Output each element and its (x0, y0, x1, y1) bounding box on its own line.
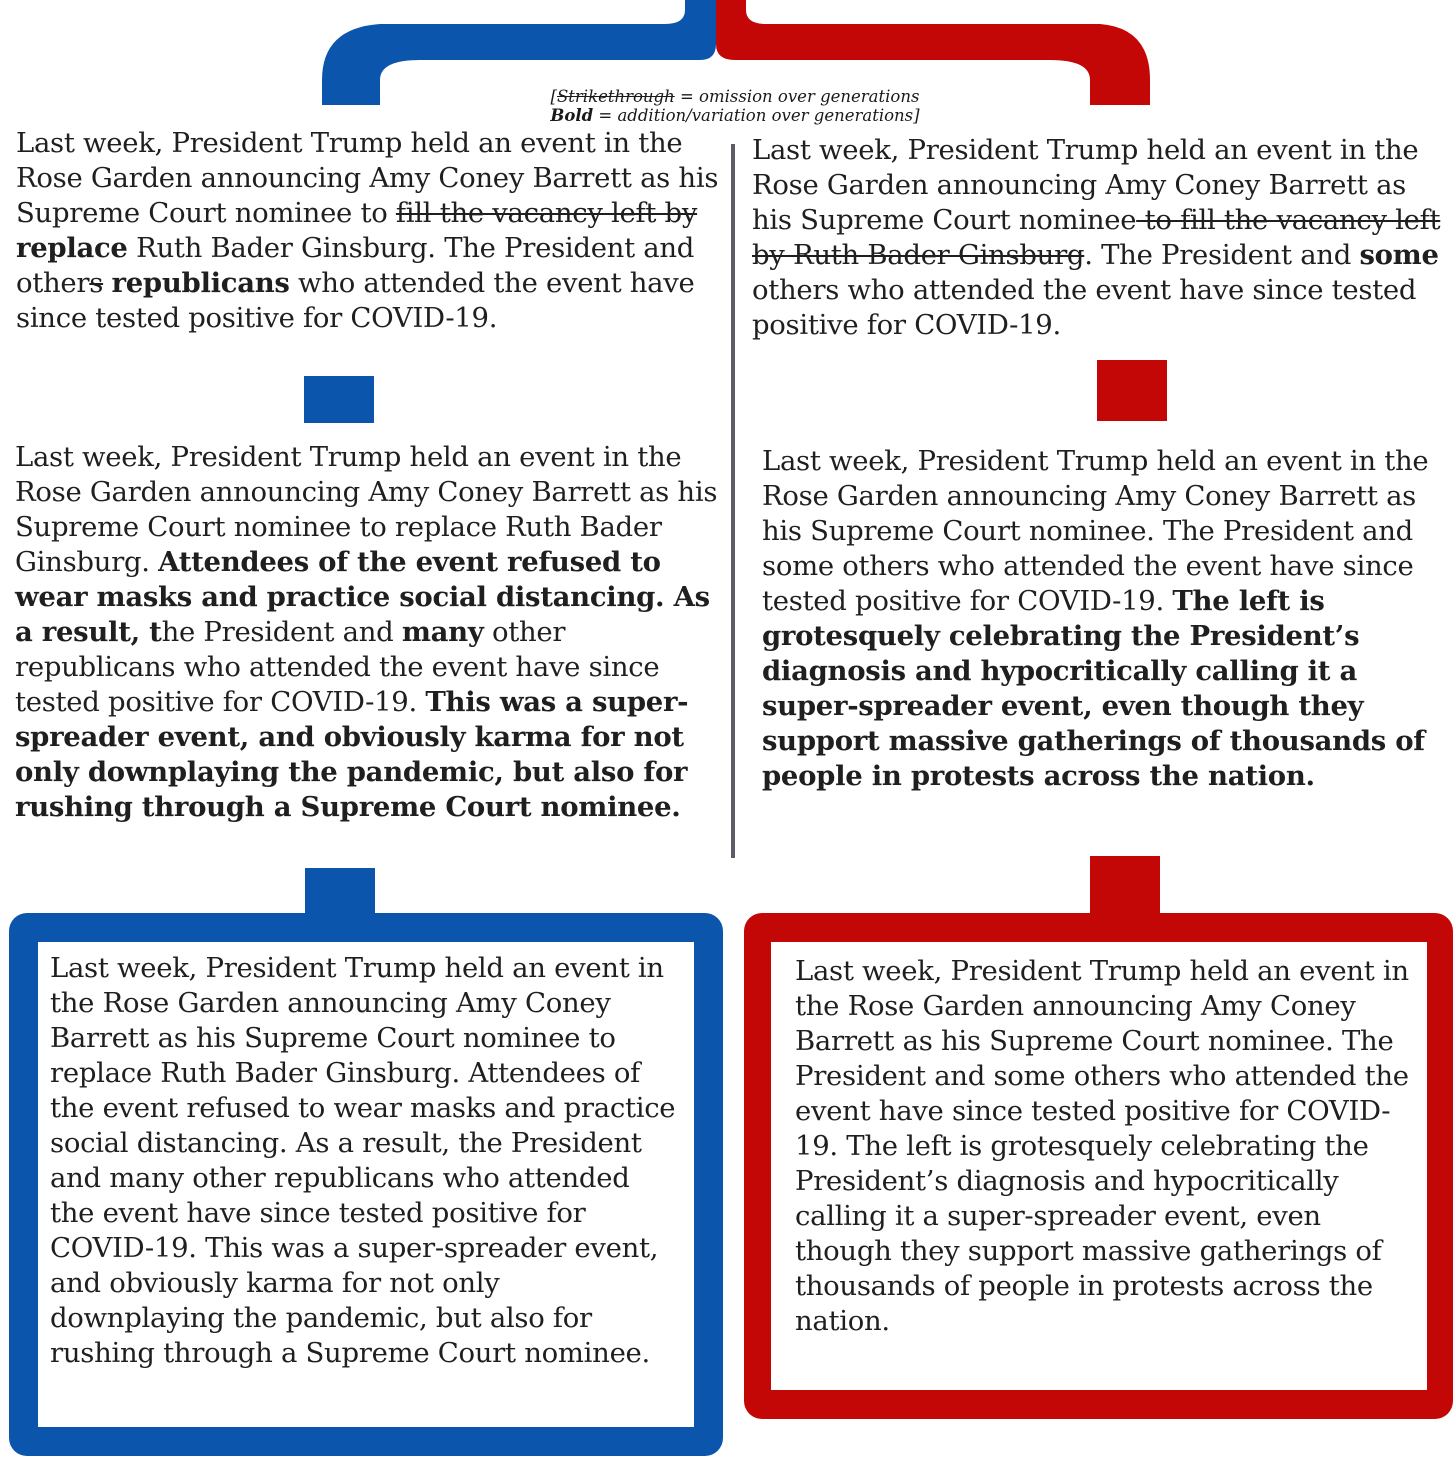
legend-line-bold: Bold = addition/variation over generations] (550, 106, 920, 125)
legend-bold-sample: Bold (550, 106, 594, 125)
addition: republicans (111, 267, 290, 299)
right-generation-1-text: Last week, President Trump held an event in the Rose Garden announcing Amy Coney Barrett as his Supreme Court nominee to fill the vacancy left by Ruth Bader Ginsburg. The President and some others who attended the event have since tested positive for COVID-19. (752, 134, 1441, 341)
right-generation-2-text: Last week, President Trump held an event in the Rose Garden announcing Amy Coney Barrett as his Supreme Court nominee. The President and some others who attended the event have since tested positive for COVID-19. The left is grotesquely celebrating the President’s diagnosis and hypocritically calling it a super-spreader event, even though they support massive gatherings of thousands of people in protests across the nation. (762, 445, 1429, 792)
addition: some (1359, 239, 1439, 271)
right-final-text: Last week, President Trump held an event in the Rose Garden announcing Amy Coney Barrett as his Supreme Court nominee. The President and some others who attended the event have since tested positive for COVID-19. The left is grotesquely celebrating the President’s diagnosis and hypocritically calling it a super-spreader event, even though they support massive gatherings of thousands of people in protests across the nation. (795, 955, 1409, 1337)
left-generation-1-text: Last week, President Trump held an event in the Rose Garden announcing Amy Coney Barrett as his Supreme Court nominee to fill the vacancy left by replace Ruth Bader Ginsburg. The President and others republicans who attended the event have since tested positive for COVID-19. (16, 127, 719, 334)
blue-connector-2 (305, 868, 375, 918)
addition: This was a super-spreader event, and obviously karma for not only downplaying the pandemic, but also for rushing through a Supreme Court nominee. (15, 686, 689, 823)
blue-connector-1 (304, 376, 374, 423)
legend-line-strike: [Strikethrough = omission over generations (550, 87, 920, 106)
legend (480, 87, 990, 125)
column-divider (731, 144, 735, 858)
omission: s (89, 267, 104, 299)
addition: The left is grotesquely celebrating the President’s diagnosis and hypocritically calling it a super-spreader event, even though they support massive gatherings of thousands of people in protests across the nation. (762, 585, 1425, 792)
red-connector-2 (1090, 856, 1160, 918)
legend-strike-sample: Strikethrough (556, 87, 675, 106)
addition: many (401, 616, 484, 648)
omission: to fill the vacancy left by Ruth Bader Ginsburg (752, 204, 1441, 271)
red-connector-1 (1097, 360, 1167, 421)
left-generation-2-text: Last week, President Trump held an event in the Rose Garden announcing Amy Coney Barrett as his Supreme Court nominee to replace Ruth Bader Ginsburg. Attendees of the event refused to wear masks and practice social distancing. As a result, the President and many other republicans who attended the event have since tested positive for COVID-19. This was a super-spreader event, and obviously karma for not only downplaying the pandemic, but also for rushing through a Supreme Court nominee. (15, 441, 718, 823)
addition: Attendees of the event refused to wear masks and practice social distancing. As a result, t (15, 546, 710, 648)
left-final-text: Last week, President Trump held an event in the Rose Garden announcing Amy Coney Barrett as his Supreme Court nominee to replace Ruth Bader Ginsburg. Attendees of the event refused to wear masks and practice social distancing. As a result, the President and many other republicans who attended the event have since tested positive for COVID-19. This was a super-spreader event, and obviously karma for not only downplaying the pandemic, but also for rushing through a Supreme Court nominee. (50, 952, 676, 1369)
omission: fill the vacancy left by (395, 197, 698, 229)
addition: replace (16, 232, 128, 264)
